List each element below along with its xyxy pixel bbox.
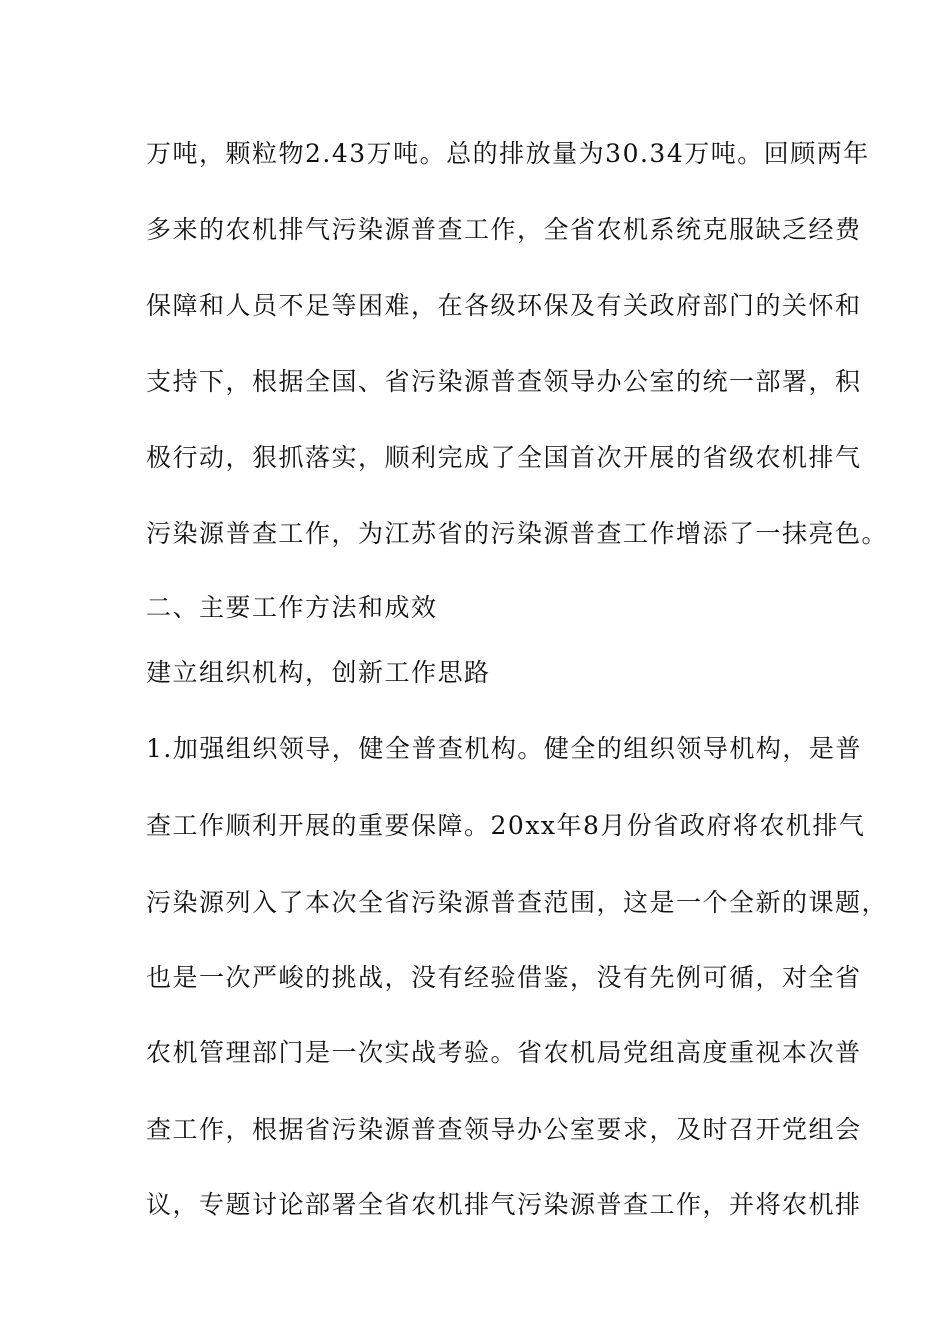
text-line: 万吨，颗粒物2.43万吨。总的排放量为30.34万吨。回顾两年: [146, 139, 870, 168]
text-line: 查工作，根据省污染源普查领导办公室要求，及时召开党组会: [146, 1115, 862, 1144]
text-line: 查工作顺利开展的重要保障。20xx年8月份省政府将农机排气: [146, 811, 866, 840]
text-line: 支持下，根据全国、省污染源普查领导办公室的统一部署，积: [146, 367, 862, 396]
text-line: 多来的农机排气污染源普查工作，全省农机系统克服缺乏经费: [146, 215, 862, 244]
text-line: 1.加强组织领导，健全普查机构。健全的组织领导机构，是普: [146, 734, 862, 763]
subsection-heading: 建立组织机构，创新工作思路: [146, 658, 491, 687]
text-line: 极行动，狠抓落实，顺利完成了全国首次开展的省级农机排气: [146, 443, 862, 472]
text-line: 农机管理部门是一次实战考验。省农机局党组高度重视本次普: [146, 1038, 862, 1067]
text-line: 议，专题讨论部署全省农机排气污染源普查工作，并将农机排: [146, 1190, 862, 1219]
text-line: 污染源普查工作，为江苏省的污染源普查工作增添了一抹亮色。: [146, 519, 889, 548]
section-heading: 二、主要工作方法和成效: [146, 593, 438, 622]
text-line: 污染源列入了本次全省污染源普查范围，这是一个全新的课题，: [146, 888, 889, 917]
text-line: 也是一次严峻的挑战，没有经验借鉴，没有先例可循，对全省: [146, 963, 862, 992]
text-line: 保障和人员不足等困难，在各级环保及有关政府部门的关怀和: [146, 291, 862, 320]
